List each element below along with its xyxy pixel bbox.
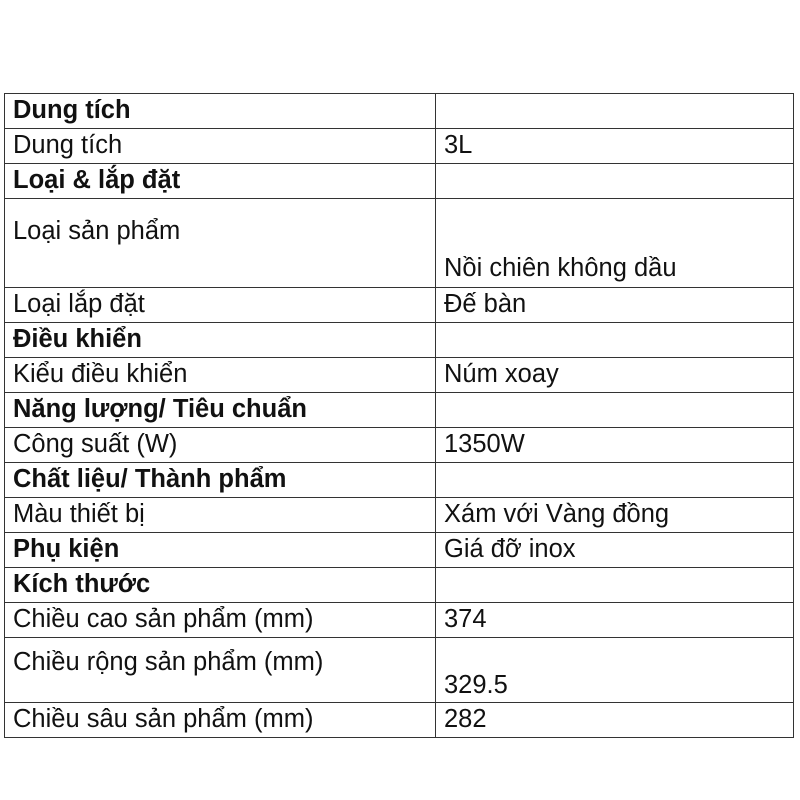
spec-value xyxy=(436,94,794,129)
spec-value: 3L xyxy=(436,129,794,164)
spec-label: Dung tích xyxy=(5,94,436,129)
spec-label: Phụ kiện xyxy=(5,533,436,568)
spec-label: Màu thiết bị xyxy=(5,498,436,533)
spec-value: 282 xyxy=(436,703,794,738)
spec-value: Núm xoay xyxy=(436,358,794,393)
spec-value xyxy=(436,164,794,199)
spec-value: Nồi chiên không dầu xyxy=(436,199,794,288)
spec-row xyxy=(5,428,794,463)
spec-label: Kiểu điều khiển xyxy=(5,358,436,393)
section-header-row xyxy=(5,533,794,568)
spec-value: 1350W xyxy=(436,428,794,463)
spec-row xyxy=(5,288,794,323)
spec-table-body xyxy=(5,94,794,738)
spec-value: Đế bàn xyxy=(436,288,794,323)
spec-label: Loại sản phẩm xyxy=(5,199,436,288)
spec-value xyxy=(436,323,794,358)
spec-label: Dung tích xyxy=(5,129,436,164)
spec-label: Năng lượng/ Tiêu chuẩn xyxy=(5,393,436,428)
spec-value: 374 xyxy=(436,603,794,638)
section-header-row xyxy=(5,463,794,498)
spec-value xyxy=(436,393,794,428)
section-header-row xyxy=(5,323,794,358)
spec-value: Xám với Vàng đồng xyxy=(436,498,794,533)
spec-label: Chiều cao sản phẩm (mm) xyxy=(5,603,436,638)
spec-row xyxy=(5,199,794,288)
spec-value xyxy=(436,568,794,603)
spec-label: Công suất (W) xyxy=(5,428,436,463)
spec-label: Chất liệu/ Thành phẩm xyxy=(5,463,436,498)
spec-table xyxy=(4,93,794,738)
spec-label: Loại & lắp đặt xyxy=(5,164,436,199)
spec-value: 329.5 xyxy=(436,638,794,703)
spec-row xyxy=(5,603,794,638)
spec-label: Chiều rộng sản phẩm (mm) xyxy=(5,638,436,703)
spec-label: Kích thước xyxy=(5,568,436,603)
section-header-row xyxy=(5,393,794,428)
section-header-row xyxy=(5,164,794,199)
spec-row xyxy=(5,358,794,393)
spec-label: Chiều sâu sản phẩm (mm) xyxy=(5,703,436,738)
spec-row xyxy=(5,703,794,738)
spec-label: Loại lắp đặt xyxy=(5,288,436,323)
spec-value xyxy=(436,463,794,498)
spec-value: Giá đỡ inox xyxy=(436,533,794,568)
section-header-row xyxy=(5,94,794,129)
spec-row xyxy=(5,129,794,164)
section-header-row xyxy=(5,568,794,603)
spec-label: Điều khiển xyxy=(5,323,436,358)
spec-row xyxy=(5,638,794,703)
spec-row xyxy=(5,498,794,533)
